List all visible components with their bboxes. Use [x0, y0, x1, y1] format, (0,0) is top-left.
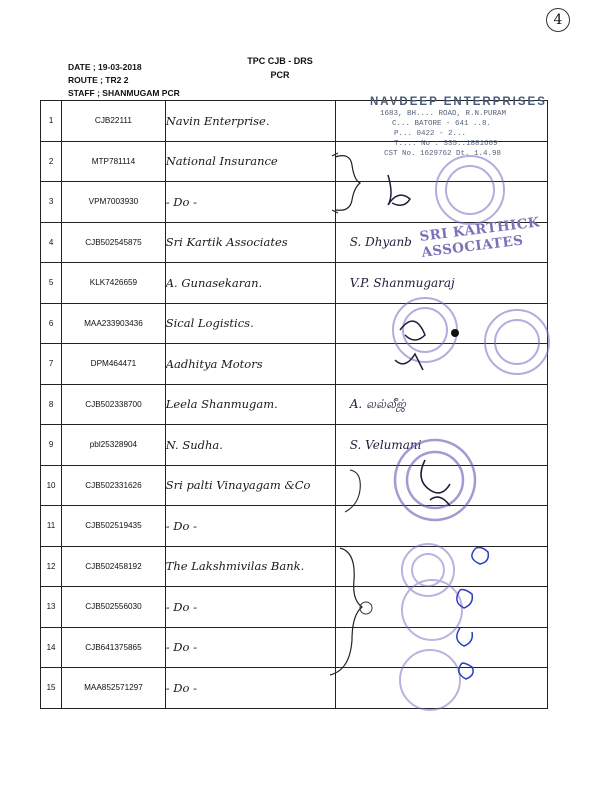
row-consignee-name: - Do -	[165, 587, 335, 628]
table-row	[41, 546, 548, 587]
signature-text	[336, 681, 350, 695]
signature-text	[336, 519, 350, 533]
signature-text: S. Velumani	[349, 437, 422, 452]
row-consignee-name: - Do -	[165, 506, 335, 547]
row-consignee-name: N. Sudha.	[165, 425, 335, 466]
stamp-line-4: T.... No : 335..1881669	[394, 140, 498, 148]
row-consignment-code: CJB502519435	[62, 506, 166, 547]
table-row	[41, 465, 548, 506]
row-serial-number: 12	[41, 546, 62, 587]
row-receiver-signature	[335, 303, 547, 344]
table-row	[41, 506, 548, 547]
signature-text	[336, 154, 350, 168]
row-receiver-signature	[335, 182, 547, 223]
signature-text	[336, 357, 350, 371]
table-row	[41, 263, 548, 304]
row-receiver-signature	[335, 465, 547, 506]
title-line: TPC CJB - DRS	[247, 56, 313, 66]
row-serial-number: 8	[41, 384, 62, 425]
row-consignment-code: CJB502545875	[62, 222, 166, 263]
signature-text	[336, 114, 350, 128]
document-title	[230, 54, 330, 82]
sri-karthick-stamp: SRI KARTHICK ASSOCIATES	[418, 214, 541, 261]
signature-text	[336, 478, 350, 492]
row-serial-number: 15	[41, 668, 62, 709]
table-row	[41, 182, 548, 223]
signature-text	[336, 316, 350, 330]
table-row	[41, 384, 548, 425]
row-serial-number: 10	[41, 465, 62, 506]
stamp-line-2: C... BATORE - 641 ..8.	[392, 120, 492, 128]
row-serial-number: 14	[41, 627, 62, 668]
table-row	[41, 627, 548, 668]
staff-label: STAFF ; SHANMUGAM PCR	[68, 88, 180, 98]
stamp-line-1: 1683, BH.... ROAD, R.N.PURAM	[380, 110, 507, 118]
row-receiver-signature	[335, 506, 547, 547]
row-consignee-name: Leela Shanmugam.	[165, 384, 335, 425]
row-serial-number: 11	[41, 506, 62, 547]
row-consignee-name: - Do -	[165, 668, 335, 709]
route-label: ROUTE ; TR2 2	[68, 75, 129, 85]
table-row	[41, 425, 548, 466]
stamp-line-3: P... 0422 - 2...	[394, 130, 467, 138]
row-serial-number: 2	[41, 141, 62, 182]
row-consignment-code: CJB502331626	[62, 465, 166, 506]
row-serial-number: 6	[41, 303, 62, 344]
row-consignment-code: pbl25328904	[62, 425, 166, 466]
signature-text: A. லல்லீஜ்	[349, 397, 406, 412]
signature-text	[336, 640, 350, 654]
row-consignee-name: A. Gunasekaran.	[165, 263, 335, 304]
signature-text	[336, 559, 350, 573]
row-consignment-code: CJB502556030	[62, 587, 166, 628]
row-receiver-signature	[335, 425, 547, 466]
row-consignee-name: Sri palti Vinayagam &Co	[165, 465, 335, 506]
delivery-table	[40, 100, 548, 709]
row-receiver-signature	[335, 384, 547, 425]
table-row	[41, 587, 548, 628]
row-receiver-signature	[335, 587, 547, 628]
signature-text: V.P. Shanmugaraj	[349, 275, 455, 290]
row-receiver-signature	[335, 263, 547, 304]
page-number: 4	[546, 8, 570, 32]
signature-text	[336, 195, 350, 209]
row-receiver-signature	[335, 668, 547, 709]
table-row	[41, 668, 548, 709]
row-consignment-code: KLK7426659	[62, 263, 166, 304]
row-consignee-name: Aadhitya Motors	[165, 344, 335, 385]
row-consignment-code: MAA852571297	[62, 668, 166, 709]
signature-text: S. Dhyanb	[349, 235, 412, 250]
row-receiver-signature	[335, 344, 547, 385]
row-consignment-code: MTP781114	[62, 141, 166, 182]
signature-text	[336, 600, 350, 614]
row-consignee-name: - Do -	[165, 182, 335, 223]
row-consignment-code: CJB641375865	[62, 627, 166, 668]
row-consignment-code: VPM7003930	[62, 182, 166, 223]
row-serial-number: 9	[41, 425, 62, 466]
stamp-company-name: NAVDEEP ENTERPRISES	[370, 96, 547, 108]
row-serial-number: 3	[41, 182, 62, 223]
subtitle-line: PCR	[270, 70, 290, 80]
row-receiver-signature	[335, 627, 547, 668]
row-consignment-code: CJB502458192	[62, 546, 166, 587]
table-row	[41, 303, 548, 344]
row-consignee-name: Sri Kartik Associates	[165, 222, 335, 263]
row-consignee-name: Sical Logistics.	[165, 303, 335, 344]
row-serial-number: 13	[41, 587, 62, 628]
stamp-line-5: CST No. 1629762 Dt. 1.4.98	[384, 150, 502, 158]
row-consignee-name: - Do -	[165, 627, 335, 668]
row-receiver-signature	[335, 546, 547, 587]
row-consignment-code: MAA233903436	[62, 303, 166, 344]
row-consignment-code: DPM464471	[62, 344, 166, 385]
row-consignee-name: The Lakshmivilas Bank.	[165, 546, 335, 587]
table-row	[41, 344, 548, 385]
row-consignee-name: Navin Enterprise.	[165, 101, 335, 142]
row-consignment-code: CJB502338700	[62, 384, 166, 425]
row-consignment-code: CJB22111	[62, 101, 166, 142]
row-serial-number: 7	[41, 344, 62, 385]
row-serial-number: 4	[41, 222, 62, 263]
date-label: DATE ; 19-03-2018	[68, 62, 142, 72]
row-serial-number: 1	[41, 101, 62, 142]
row-serial-number: 5	[41, 263, 62, 304]
row-consignee-name: National Insurance	[165, 141, 335, 182]
